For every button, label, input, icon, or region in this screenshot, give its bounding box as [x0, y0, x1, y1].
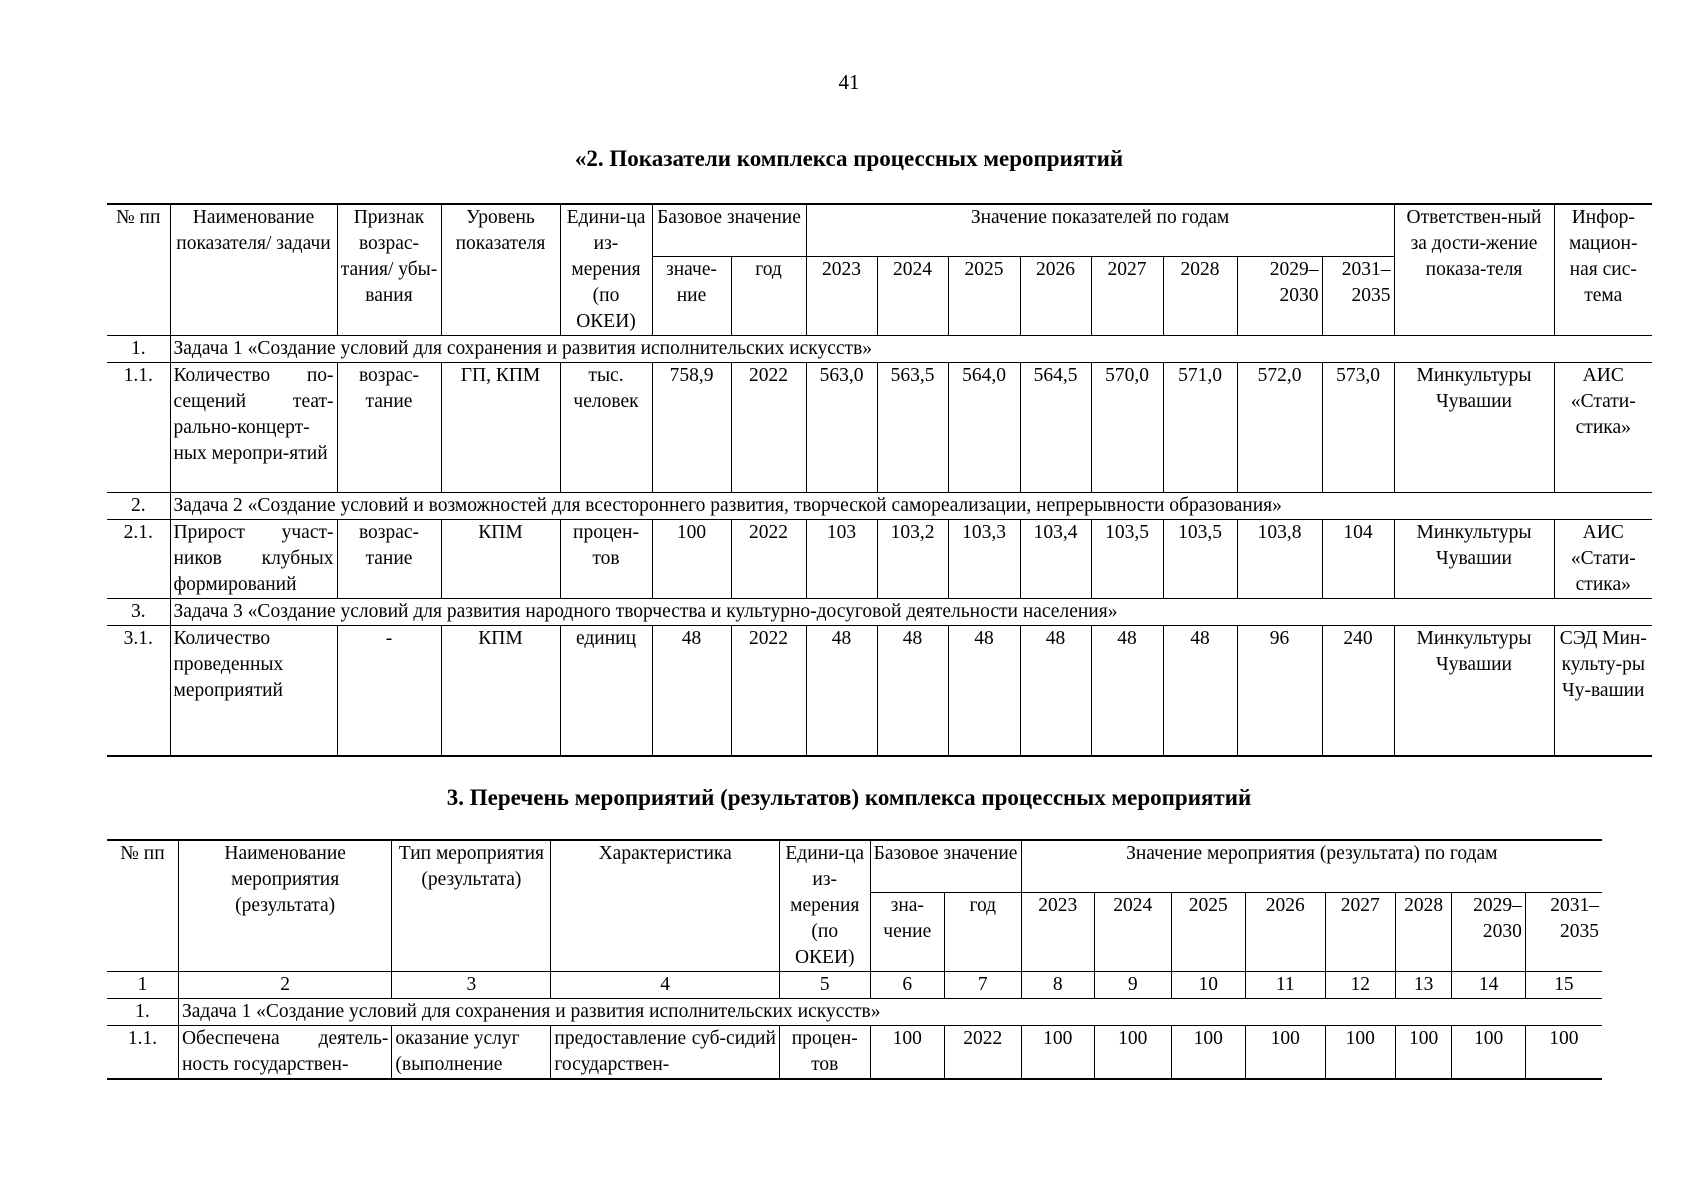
column-number: 1 [107, 972, 178, 999]
indicator-level: КПМ [441, 520, 560, 599]
col-values-header: Значение мероприятия (результата) по годам [1021, 840, 1602, 893]
year-header: 2026 [1246, 893, 1326, 972]
col-unit-header: Едини-ца из-мерения (по ОКЕИ) [779, 840, 870, 972]
col-base-year-header: год [731, 257, 806, 336]
activity-value: 100 [1246, 1026, 1326, 1080]
indicator-name: Количество по-сещений теат-рально-концерт-ных меропри-ятий [170, 363, 337, 493]
indicator-base-year: 2022 [731, 520, 806, 599]
indicator-num: 1.1. [107, 363, 170, 493]
column-number: 12 [1325, 972, 1395, 999]
indicator-value: 564,5 [1020, 363, 1091, 493]
activity-base-value: 100 [870, 1026, 944, 1080]
indicator-base-year: 2022 [731, 626, 806, 756]
indicator-sign: возрас-тание [337, 363, 441, 493]
col-system-header: Инфор-мацион-ная сис-тема [1554, 204, 1652, 336]
col-base-year-header: год [945, 893, 1022, 972]
indicator-level: ГП, КПМ [441, 363, 560, 493]
col-responsible-header: Ответствен-ный за дости-жение показа-теля [1394, 204, 1554, 336]
col-values-header: Значение показателей по годам [806, 204, 1394, 257]
indicator-base-value: 100 [652, 520, 731, 599]
column-number: 2 [178, 972, 391, 999]
col-characteristic-header: Характеристика [551, 840, 780, 972]
year-header: 2031–2035 [1525, 893, 1602, 972]
indicator-value: 570,0 [1091, 363, 1163, 493]
indicator-responsible: Минкультуры Чувашии [1394, 363, 1554, 493]
indicator-value: 104 [1322, 520, 1394, 599]
activity-value: 100 [1395, 1026, 1451, 1080]
col-base-value-header: значе-ние [652, 257, 731, 336]
page-number: 41 [838, 70, 860, 94]
task-row [107, 999, 1602, 1026]
activity-characteristic: предоставление суб-сидий государствен- [551, 1026, 780, 1080]
indicator-responsible: Минкультуры Чувашии [1394, 626, 1554, 756]
col-type-header: Тип мероприятия (результата) [392, 840, 551, 972]
indicator-base-value: 48 [652, 626, 731, 756]
indicator-row [107, 520, 1652, 599]
col-unit-header: Едини-ца из-мерения (по ОКЕИ) [560, 204, 652, 336]
year-header: 2024 [1095, 893, 1172, 972]
column-number-row [107, 972, 1602, 999]
task-title: Задача 1 «Создание условий для сохранения и развития исполнительских искусств» [178, 999, 1602, 1026]
year-header: 2028 [1395, 893, 1451, 972]
indicator-value: 48 [877, 626, 948, 756]
indicator-unit: тыс. человек [560, 363, 652, 493]
indicator-num: 3.1. [107, 626, 170, 756]
year-header: 2027 [1325, 893, 1395, 972]
indicator-value: 240 [1322, 626, 1394, 756]
indicator-value: 563,0 [806, 363, 877, 493]
indicator-value: 103,2 [877, 520, 948, 599]
activity-value: 100 [1021, 1026, 1094, 1080]
column-number: 3 [392, 972, 551, 999]
year-header: 2028 [1163, 257, 1237, 336]
activity-value: 100 [1452, 1026, 1525, 1080]
indicator-value: 564,0 [948, 363, 1020, 493]
section-3-title: 3. Перечень мероприятий (результатов) комплекса процессных мероприятий [446, 785, 1252, 810]
indicator-value: 563,5 [877, 363, 948, 493]
task-title: Задача 1 «Создание условий для сохранения и развития исполнительских искусств» [170, 336, 1652, 363]
column-number: 14 [1452, 972, 1525, 999]
year-header: 2027 [1091, 257, 1163, 336]
indicator-value: 48 [1020, 626, 1091, 756]
indicator-value: 103,5 [1091, 520, 1163, 599]
indicator-name: Количество проведенных мероприятий [170, 626, 337, 756]
activity-name: Обеспечена деятель-ность государствен- [178, 1026, 391, 1080]
task-title: Задача 2 «Создание условий и возможностей для всестороннего развития, творческой самореализации, непрерывности образования» [170, 493, 1652, 520]
indicator-value: 48 [948, 626, 1020, 756]
column-number: 9 [1095, 972, 1172, 999]
indicator-sign: - [337, 626, 441, 756]
year-header: 2029–2030 [1452, 893, 1525, 972]
task-row [107, 599, 1652, 626]
indicator-base-value: 758,9 [652, 363, 731, 493]
activity-value: 100 [1525, 1026, 1602, 1080]
col-base-header: Базовое значение [652, 204, 806, 257]
task-num: 1. [107, 336, 170, 363]
col-level-header: Уровень показателя [441, 204, 560, 336]
col-base-header: Базовое значение [870, 840, 1021, 893]
task-num: 3. [107, 599, 170, 626]
section-2-title: «2. Показатели комплекса процессных мероприятий [574, 146, 1124, 171]
indicator-unit: единиц [560, 626, 652, 756]
column-number: 7 [945, 972, 1022, 999]
column-number: 8 [1021, 972, 1094, 999]
col-name-header: Наименование мероприятия (результата) [178, 840, 391, 972]
indicator-unit: процен-тов [560, 520, 652, 599]
task-title: Задача 3 «Создание условий для развития народного творчества и культурно-досуговой деятельности населения» [170, 599, 1652, 626]
indicator-value: 48 [1091, 626, 1163, 756]
column-number: 10 [1171, 972, 1245, 999]
year-header: 2024 [877, 257, 948, 336]
task-num: 1. [107, 999, 178, 1026]
task-row [107, 493, 1652, 520]
indicator-value: 96 [1237, 626, 1322, 756]
column-number: 11 [1246, 972, 1326, 999]
indicator-value: 103,4 [1020, 520, 1091, 599]
indicator-value: 572,0 [1237, 363, 1322, 493]
activity-value: 100 [1095, 1026, 1172, 1080]
activity-row [107, 1026, 1602, 1080]
header-row [107, 204, 1652, 257]
indicator-value: 103,5 [1163, 520, 1237, 599]
header-row [107, 840, 1602, 893]
activity-value: 100 [1171, 1026, 1245, 1080]
indicator-system: АИС «Стати-стика» [1554, 363, 1652, 493]
activity-type: оказание услуг (выполнение [392, 1026, 551, 1080]
indicator-name: Прирост участ-ников клубных формирований [170, 520, 337, 599]
indicator-row [107, 626, 1652, 756]
indicator-value: 573,0 [1322, 363, 1394, 493]
indicator-value: 103,3 [948, 520, 1020, 599]
year-header: 2023 [1021, 893, 1094, 972]
col-base-value-header: зна-чение [870, 893, 944, 972]
col-sign-header: Признак возрас-тания/ убы-вания [337, 204, 441, 336]
column-number: 5 [779, 972, 870, 999]
indicators-table [107, 203, 1652, 757]
year-header: 2025 [948, 257, 1020, 336]
indicator-level: КПМ [441, 626, 560, 756]
indicator-row [107, 363, 1652, 493]
task-row [107, 336, 1652, 363]
activity-num: 1.1. [107, 1026, 178, 1080]
indicator-value: 103,8 [1237, 520, 1322, 599]
col-num-header: № пп [107, 840, 178, 972]
column-number: 15 [1525, 972, 1602, 999]
indicator-sign: возрас-тание [337, 520, 441, 599]
column-number: 6 [870, 972, 944, 999]
year-header: 2026 [1020, 257, 1091, 336]
indicator-value: 103 [806, 520, 877, 599]
activities-table [107, 839, 1602, 1080]
activity-value: 100 [1325, 1026, 1395, 1080]
col-num-header: № пп [107, 204, 170, 336]
indicator-system: АИС «Стати-стика» [1554, 520, 1652, 599]
indicator-value: 48 [806, 626, 877, 756]
column-number: 13 [1395, 972, 1451, 999]
activity-base-year: 2022 [945, 1026, 1022, 1080]
year-header: 2029–2030 [1237, 257, 1322, 336]
indicator-value: 48 [1163, 626, 1237, 756]
indicator-num: 2.1. [107, 520, 170, 599]
year-header: 2031–2035 [1322, 257, 1394, 336]
column-number: 4 [551, 972, 780, 999]
indicator-base-year: 2022 [731, 363, 806, 493]
indicator-value: 571,0 [1163, 363, 1237, 493]
year-header: 2023 [806, 257, 877, 336]
col-name-header: Наименование показателя/ задачи [170, 204, 337, 336]
indicator-system: СЭД Мин-культу-ры Чу-вашии [1554, 626, 1652, 756]
year-header: 2025 [1171, 893, 1245, 972]
indicator-responsible: Минкультуры Чувашии [1394, 520, 1554, 599]
task-num: 2. [107, 493, 170, 520]
activity-unit: процен-тов [779, 1026, 870, 1080]
